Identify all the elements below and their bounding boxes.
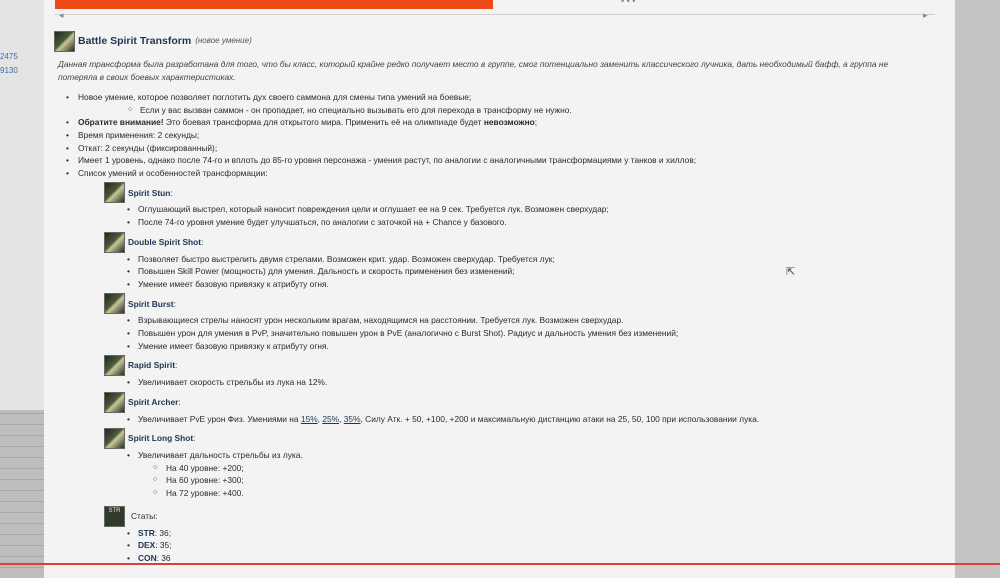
list-item: • Откат: 2 секунды (фиксированный); [54,142,944,155]
feature-list [54,91,944,179]
skill-name: Rapid Spirit [128,360,175,371]
list-item: • Обратите внимание! Это боевая трансформа для открытого мира. Применить её на олимпиаде будет невозможно; [54,116,944,129]
article-content [54,30,944,564]
stats-label: Статы: [131,510,158,521]
skill-name: Spirit Stun [128,187,171,198]
skill-spirit-burst: Spirit Burst : [54,293,944,314]
skill-name: Spirit Long Shot [128,433,194,444]
stat-item: • DEX: 35; [54,539,944,552]
page-title: Battle Spirit Transform [78,34,192,47]
battle-spirit-transform-icon [54,31,75,52]
skill-detail: • Оглушающий выстрел, который наносит повреждения цели и оглушает ее на 9 сек. Требуется лук. Возможен сверхудар; [54,203,944,216]
skill-detail: • Взрывающиеся стрелы наносят урон нескольким врагам, находящимся на расстоянии. Требуется лук. Возможен сверхудар. [54,314,944,327]
rapid-spirit-icon [104,355,125,376]
list-item: • Имеет 1 уровень, однако после 74-го и вплоть до 85-го уровня персонажа - умения растут, по аналогии с аналогичными трансформациями у танков и хиллов; [54,154,944,167]
stat-item: • STR: 36; [54,527,944,540]
skill-detail: • Повышен урон для умения в PvP, значительно повышен урон в PvE (аналогично с Burst Shot). Радиус и дальность умения без изменений; [54,327,944,340]
spirit-stun-icon [104,182,125,203]
intro-paragraph: Данная трансформа была разработана для того, что бы класс, который крайне редко получает место в группе, смог потенциально заменить классического лучника, дать необходимый бафф, а группа не потеряла в своих боевых характеристиках. [58,59,889,82]
title-note: (новое умение) [195,35,252,45]
skill-list [54,182,944,564]
skill-header [54,30,944,52]
skill-subdetail: ○ На 40 уровне: +200; [54,462,944,475]
article-page [44,0,955,578]
skill-detail: • Умение имеет базовую привязку к атрибуту огня. [54,340,944,353]
value-link[interactable]: 25% [322,413,340,424]
value-link[interactable]: 15% [300,413,318,424]
scroll-left-icon[interactable]: ◂ [59,10,64,20]
scroll-right-icon[interactable]: ▸ [923,10,928,20]
skill-double-spirit-shot: Double Spirit Shot : [54,232,944,253]
skill-spirit-archer: Spirit Archer : [54,392,944,413]
skill-subdetail: ○ На 60 уровне: +300; [54,474,944,487]
list-item: • Время применения: 2 секунды; [54,129,944,142]
skill-detail: • После 74-го уровня умение будет улучшаться, по аналогии с заточкой на + Chance у базового. [54,216,944,229]
scroll-track[interactable] [55,14,935,15]
left-background-strip [0,0,44,578]
double-spirit-shot-icon [104,232,125,253]
skill-detail: • Умение имеет базовую привязку к атрибуту огня. [54,278,944,291]
skill-detail: • Повышен Skill Power (мощность) для умения. Дальность и скорость применения без изменений; [54,265,944,278]
skill-detail: • Увеличивает скорость стрельбы из лука на 12%. [54,376,944,389]
skill-name: Spirit Burst [128,298,174,309]
right-background-strip [955,0,1000,578]
skill-name: Spirit Archer [128,396,179,407]
spirit-archer-icon [104,392,125,413]
list-subitem: ○ Если у вас вызван саммон - он пропадает, но специально вызывать его для перехода в трансформу не нужно. [78,104,944,117]
list-item: • Список умений и особенностей трансформации: [54,167,944,180]
value-link[interactable]: 35% [343,413,361,424]
skill-subdetail: ○ На 72 уровне: +400. [54,487,944,500]
skill-rapid-spirit: Rapid Spirit : [54,355,944,376]
skill-spirit-long-shot: Spirit Long Shot : [54,428,944,449]
top-accent-bar [55,0,493,9]
stats-block [54,506,944,527]
skill-name: Double Spirit Shot [128,236,202,247]
side-number: 9130 [0,66,18,75]
mouse-cursor-icon: ⇱ [786,266,796,278]
skill-detail: • Увеличивает дальность стрельбы из лука. [54,449,944,462]
skill-detail: • Позволяет быстро выстрелить двумя стрелами. Возможен крит. удар. Возможен сверхудар. Требуется лук; [54,253,944,266]
spirit-long-shot-icon [104,428,125,449]
skill-spirit-stun: Spirit Stun : [54,182,944,203]
stats-icon: STR [104,506,125,527]
side-number: 2475 [0,52,18,61]
skill-detail: • Увеличивает PvE урон Физ. Умениями на 15%, 25%, 35%, Силу Атк. + 50, +100, +200 и максимальную дистанцию атаки на 25, 50, 100 при использовании лука. [54,413,944,426]
wall-texture [0,410,44,578]
toolbar-dots: • • • [621,0,636,6]
video-progress-bar[interactable] [0,563,1000,565]
stat-item: • CON: 36 [54,552,944,565]
list-item: • Новое умение, которое позволяет поглотить дух своего саммона для смены типа умений на боевые; ○ Если у вас вызван саммон - он пропадает, но специально вызывать его для перехода в трансформу не нужно. [54,91,944,116]
spirit-burst-icon [104,293,125,314]
